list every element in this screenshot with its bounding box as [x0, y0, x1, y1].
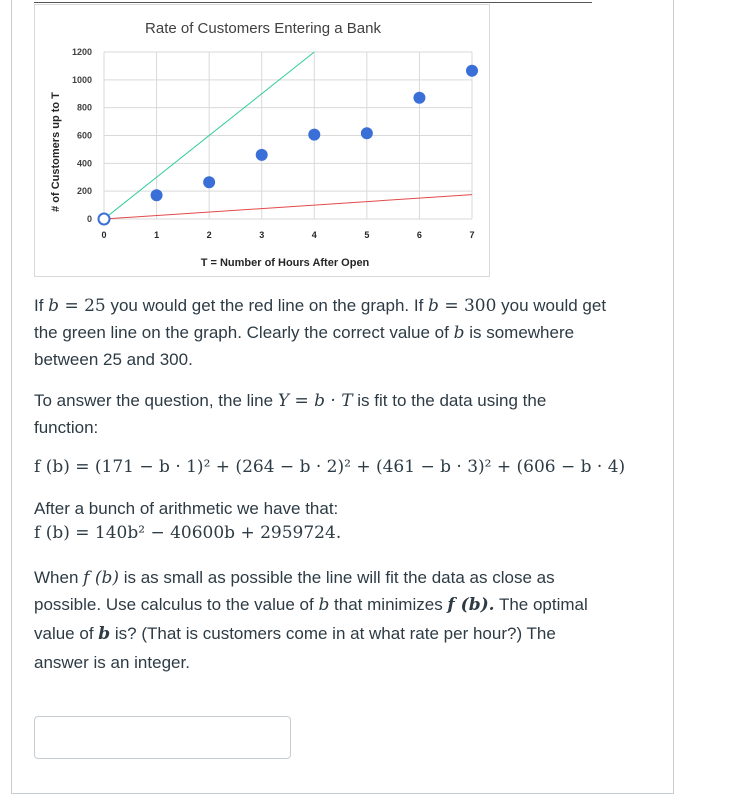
text-span: the green line on the graph. Clearly the correct value of [34, 323, 454, 342]
text-span: possible. Use calculus to the value of [34, 595, 319, 614]
text-span: To answer the question, the line [34, 391, 278, 410]
text-span: that minimizes [329, 595, 448, 614]
data-point [151, 190, 162, 201]
paragraph-4-line-3 [34, 620, 556, 648]
y-tick-label: 1200 [71, 47, 92, 57]
math-b: b [318, 595, 330, 615]
paragraph-1-line-2 [34, 319, 574, 347]
math-value: = 300 [438, 296, 497, 316]
data-point [99, 214, 110, 225]
math-line-equation: Y = b · T [277, 391, 353, 411]
formula-f-b: f (b) = (171 − b · 1)² + (264 − b · 2)² + (461 − b · 3)² + (606 − b · 4) [34, 457, 626, 477]
math-b: b [453, 323, 465, 343]
paragraph-3-line-1: After a bunch of arithmetic we have that: [34, 499, 339, 518]
text-span: you would get the red line on the graph. If [105, 296, 429, 315]
paragraph-1-line-3: between 25 and 300. [34, 350, 193, 369]
data-point [309, 129, 320, 140]
data-point [204, 177, 215, 188]
paragraph-1-line-1 [34, 292, 606, 320]
chart-title: Rate of Customers Entering a Bank [145, 20, 381, 37]
y-tick-label: 600 [76, 130, 92, 141]
answer-input[interactable] [34, 716, 291, 759]
text-span: The optimal [494, 595, 588, 614]
paragraph-2-line-1 [34, 387, 546, 415]
x-tick-label: 0 [101, 230, 107, 240]
paragraph-4-line-2 [34, 591, 588, 619]
x-tick-label: 1 [154, 230, 160, 240]
top-divider [34, 0, 592, 3]
text-span: value of [34, 624, 99, 643]
y-tick-label: 0 [86, 214, 92, 224]
math-b: b [428, 296, 439, 316]
text-span: is? (That is customers come in at what rate per hour?) The [110, 624, 556, 643]
y-tick-label: 1000 [71, 74, 92, 85]
scatter-chart [35, 5, 491, 278]
math-b: b [48, 296, 60, 316]
data-point [256, 149, 267, 160]
data-point [467, 65, 478, 76]
math-f-b: f (b). [447, 595, 495, 615]
x-axis-label: T = Number of Hours After Open [200, 257, 370, 269]
text-span: is as small as possible the line will fit the data as close as [118, 568, 555, 587]
x-tick-label: 2 [206, 230, 212, 240]
x-tick-label: 7 [469, 230, 475, 240]
text-span: If [34, 296, 49, 315]
text-span: is somewhere [464, 323, 575, 342]
chart-container [34, 4, 490, 277]
y-axis-label: # of Customers up to T [50, 92, 62, 212]
text-span: When [34, 568, 84, 587]
math-f-b: f (b) [83, 568, 119, 588]
x-tick-label: 4 [311, 230, 317, 240]
x-tick-label: 5 [364, 230, 370, 240]
paragraph-4-line-4: answer is an integer. [34, 653, 190, 672]
paragraph-2-line-2: function: [34, 418, 99, 437]
data-point [414, 92, 425, 103]
y-tick-label: 200 [76, 186, 92, 197]
y-tick-label: 800 [76, 102, 92, 113]
math-value: = 25 [59, 296, 106, 316]
text-span: is fit to the data using the [352, 391, 547, 410]
x-tick-label: 6 [416, 230, 422, 240]
text-span: you would get [496, 296, 607, 315]
x-tick-label: 3 [259, 230, 265, 240]
formula-simplified: f (b) = 140b² − 40600b + 2959724. [34, 523, 342, 543]
math-b: b [98, 624, 111, 644]
data-point [361, 128, 372, 139]
paragraph-4-line-1 [34, 564, 555, 592]
y-tick-label: 400 [76, 158, 92, 169]
